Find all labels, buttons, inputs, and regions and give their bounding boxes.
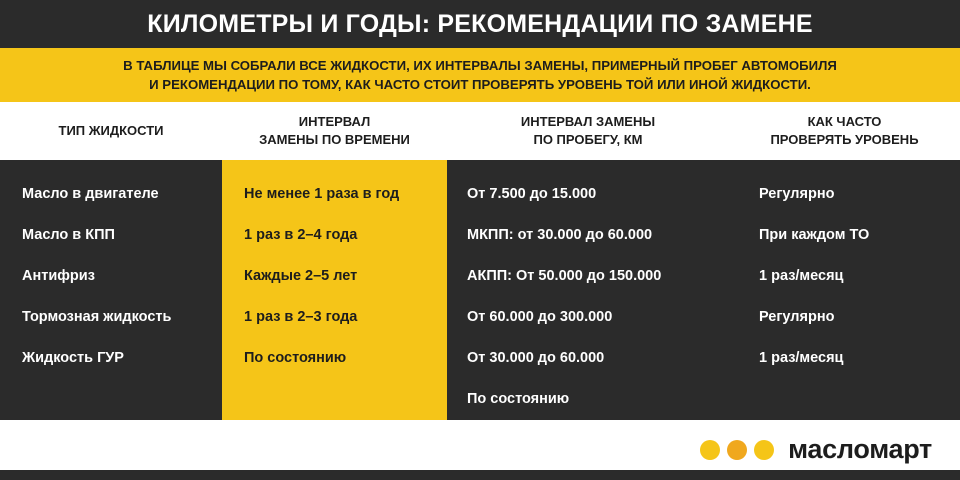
subtitle-line-1: В ТАБЛИЦЕ МЫ СОБРАЛИ ВСЕ ЖИДКОСТИ, ИХ ИНТЕРВАЛЫ ЗАМЕНЫ, ПРИМЕРНЫЙ ПРОБЕГ АВТОМОБИЛЯ (123, 57, 837, 73)
logo-dot-3-icon (754, 440, 774, 460)
table-cell-mileage-3: От 60.000 до 300.000 (467, 309, 613, 326)
table-cell-mileage-1: МКПП: от 30.000 до 60.000 (467, 227, 653, 244)
table-cell-fluid-4: Жидкость ГУР (22, 350, 124, 367)
table-cell-time-0: Не менее 1 раза в год (244, 186, 400, 203)
column-header-time-interval-line1: ИНТЕРВАЛ (298, 113, 371, 129)
table-cell-check-2: 1 раз/месяц (759, 268, 844, 285)
column-header-check-frequency-line1: КАК ЧАСТО (807, 113, 882, 129)
brand-name: масломарт (788, 434, 932, 465)
table-cell-fluid-1: Масло в КПП (22, 227, 115, 244)
column-header-check-frequency-line2: ПРОВЕРЯТЬ УРОВЕНЬ (770, 131, 919, 147)
table-cell-mileage-0: От 7.500 до 15.000 (467, 186, 597, 203)
column-header-time-interval-line2: ЗАМЕНЫ ПО ВРЕМЕНИ (259, 131, 410, 147)
table-body (0, 160, 960, 420)
logo-dots-icon (700, 440, 774, 460)
table-header-row (0, 102, 960, 160)
table-cell-mileage-5: По состоянию (467, 391, 570, 408)
bottom-bar (0, 470, 960, 480)
column-fluid-type (0, 160, 222, 420)
subtitle-band (0, 48, 960, 101)
column-header-fluid-type (0, 122, 222, 140)
table-cell-time-2: Каждые 2–5 лет (244, 268, 358, 285)
title-bar (0, 0, 960, 48)
column-header-fluid-type-line1: ТИП ЖИДКОСТИ (58, 122, 164, 138)
brand-logo (700, 434, 932, 465)
table-cell-mileage-2: АКПП: От 50.000 до 150.000 (467, 268, 662, 285)
page-title: КИЛОМЕТРЫ И ГОДЫ: РЕКОМЕНДАЦИИ ПО ЗАМЕНЕ (147, 9, 813, 38)
column-header-mileage-interval-line1: ИНТЕРВАЛ ЗАМЕНЫ (520, 113, 656, 129)
column-mileage-interval (447, 160, 729, 420)
table-cell-fluid-3: Тормозная жидкость (22, 309, 172, 326)
column-header-mileage-interval-line2: ПО ПРОБЕГУ, КМ (533, 131, 643, 147)
column-header-check-frequency (729, 113, 960, 149)
table-cell-fluid-0: Масло в двигателе (22, 186, 159, 203)
table-cell-check-1: При каждом ТО (759, 227, 870, 244)
logo-dot-1-icon (700, 440, 720, 460)
table-cell-check-0: Регулярно (759, 186, 835, 203)
logo-dot-2-icon (727, 440, 747, 460)
table-cell-time-3: 1 раз в 2–3 года (244, 309, 358, 326)
table-cell-fluid-2: Антифриз (22, 268, 95, 285)
table-cell-time-1: 1 раз в 2–4 года (244, 227, 358, 244)
table-cell-time-4: По состоянию (244, 350, 347, 367)
subtitle-line-2: И РЕКОМЕНДАЦИИ ПО ТОМУ, КАК ЧАСТО СТОИТ ПРОВЕРЯТЬ УРОВЕНЬ ТОЙ ИЛИ ИНОЙ ЖИДКОСТИ. (149, 76, 811, 92)
column-header-time-interval (222, 113, 447, 149)
column-header-mileage-interval (447, 113, 729, 149)
table-cell-check-3: Регулярно (759, 309, 835, 326)
column-check-frequency (729, 160, 960, 420)
column-time-interval (222, 160, 447, 420)
table-cell-check-4: 1 раз/месяц (759, 350, 844, 367)
table-cell-mileage-4: От 30.000 до 60.000 (467, 350, 605, 367)
